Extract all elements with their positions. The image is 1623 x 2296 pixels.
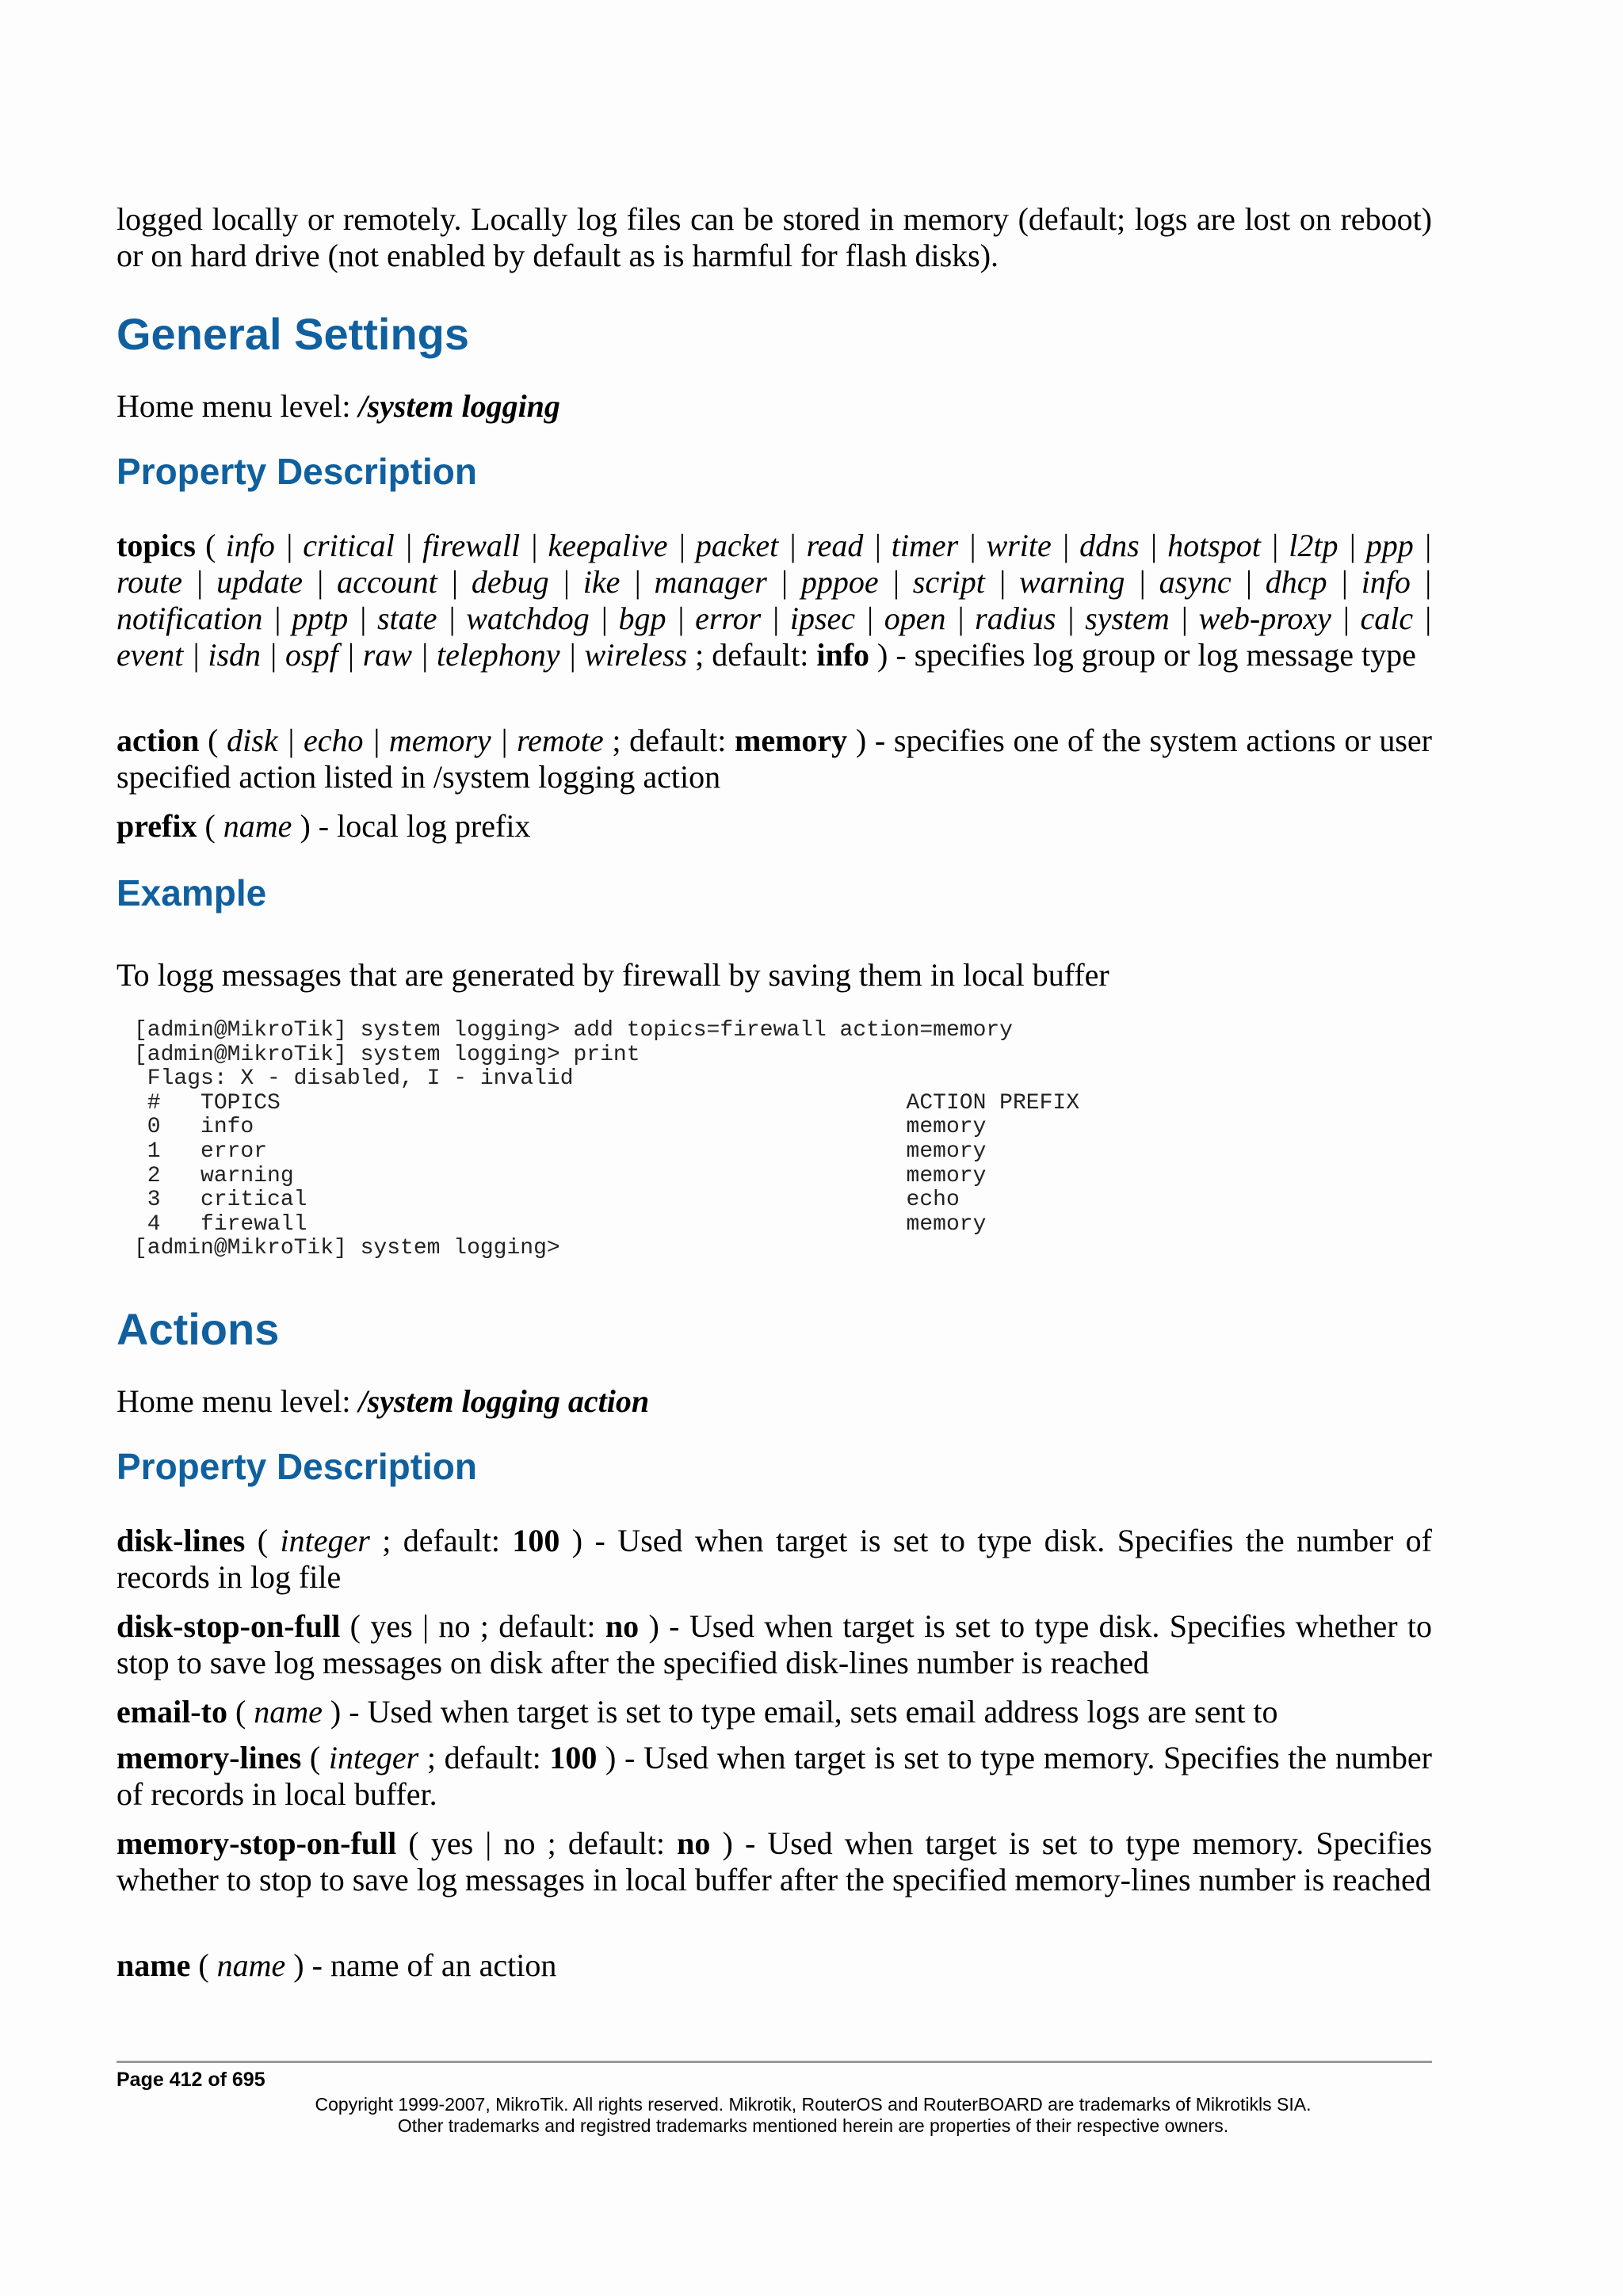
intro-paragraph: logged locally or remotely. Locally log files can be stored in memory (default; logs are lost on reboot) or on hard drive (not enabled by default as is harmful for flash disks).: [116, 201, 1432, 273]
property-default-label: ; default:: [535, 1825, 678, 1861]
subheading-example: Example: [116, 872, 267, 913]
property-description: ) - Used when target is set to type disk. Specifies the number of records in log file: [116, 1523, 1432, 1595]
property-open: (: [197, 808, 223, 844]
property-name: disk-stop-on-full: [116, 1608, 341, 1644]
property-prefix: [116, 808, 1432, 845]
property-open: (: [301, 1740, 329, 1775]
property-description: ) - local log prefix: [292, 808, 531, 844]
property-values: disk | echo | memory | remote: [227, 723, 604, 758]
property-name: memory-stop-on-full: [116, 1825, 397, 1861]
property-name: name: [116, 1947, 191, 1983]
property-disk-lines: [116, 1523, 1432, 1596]
property-name-of-action: [116, 1947, 1432, 1984]
property-description: ) - Used when target is set to type memory. Specifies the number of records in local buffer.: [116, 1740, 1433, 1812]
property-action: [116, 723, 1432, 795]
property-values: name: [254, 1694, 323, 1730]
property-default: info: [816, 637, 870, 673]
property-values: yes | no: [370, 1608, 471, 1644]
property-values: name: [223, 808, 292, 844]
section-heading-general-settings: General Settings: [116, 309, 470, 359]
property-values: integer: [328, 1740, 419, 1775]
property-description: ) - name of an action: [285, 1947, 557, 1983]
property-default-label: ; default:: [603, 723, 735, 758]
property-name: disk-lines: [116, 1523, 246, 1558]
property-values: integer: [280, 1523, 370, 1558]
property-values: name: [216, 1947, 286, 1983]
property-open: (: [396, 1825, 431, 1861]
property-default-label: ; default:: [470, 1608, 605, 1644]
property-default: 100: [549, 1740, 598, 1775]
property-name: prefix: [116, 808, 197, 844]
property-default: 100: [512, 1523, 560, 1558]
property-email-to: [116, 1694, 1432, 1730]
property-default: no: [677, 1825, 711, 1861]
property-disk-stop-on-full: [116, 1608, 1432, 1681]
page-number: Page 412 of 695: [116, 2069, 265, 2091]
property-default: no: [605, 1608, 640, 1644]
example-text: To logg messages that are generated by firewall by saving them in local buffer: [116, 957, 1109, 993]
property-name: topics: [116, 528, 196, 563]
property-name: memory-lines: [116, 1740, 302, 1775]
property-description: ) - specifies log group or log message type: [869, 637, 1416, 673]
property-default-label: ; default:: [369, 1523, 513, 1558]
property-description: ) - specifies one of the system actions or user specified action listed in /system logging action: [116, 723, 1432, 795]
property-memory-stop-on-full: [116, 1825, 1432, 1898]
property-open: (: [199, 723, 227, 758]
menu-level-path: /system logging: [358, 388, 560, 424]
copyright-line-2: Other trademarks and registred trademarks mentioned herein are properties of their respective owners.: [397, 2115, 1229, 2136]
property-values: info | critical | firewall | keepalive | packet | read | timer | write | ddns | hotspot | l2tp | ppp | route | update | account | debug | ike | manager | pppoe | script | warning | async | dhcp | info | notification | pptp | state | watchdog | bgp | error | ipsec | open | radius | system | web-proxy | calc | event | isdn | ospf | raw | telephony | wireless: [116, 528, 1432, 673]
property-memory-lines: [116, 1740, 1432, 1813]
property-topics: [116, 528, 1432, 673]
subheading-property-description-actions: Property Description: [116, 1446, 477, 1487]
property-open: (: [227, 1694, 254, 1730]
section-heading-actions: Actions: [116, 1304, 280, 1354]
property-values: yes | no: [430, 1825, 536, 1861]
property-description: ) - Used when target is set to type email, sets email address logs are sent to: [322, 1694, 1278, 1730]
property-name: email-to: [116, 1694, 227, 1730]
menu-level-label: Home menu level:: [116, 1383, 359, 1419]
property-open: (: [190, 1947, 217, 1983]
property-default: memory: [735, 723, 848, 758]
property-open: (: [196, 528, 226, 563]
property-description: ) - Used when target is set to type disk. Specifies whether to stop to save log messages on disk after the specified disk-lines number is reached: [116, 1608, 1433, 1680]
property-name: action: [116, 723, 200, 758]
property-default-label: ; default:: [687, 637, 817, 673]
footer-divider: [116, 2061, 1432, 2063]
property-description: ) - Used when target is set to type memory. Specifies whether to stop to save log messages in local buffer after the specified memory-lines number is reached: [116, 1825, 1433, 1897]
actions-menu-level: [116, 1383, 1432, 1420]
general-menu-level: [116, 388, 1432, 425]
property-open: (: [245, 1523, 281, 1558]
subheading-property-description: Property Description: [116, 451, 477, 492]
property-default-label: ; default:: [418, 1740, 550, 1775]
property-open: (: [340, 1608, 371, 1644]
copyright-line-1: Copyright 1999-2007, MikroTik. All rights reserved. Mikrotik, RouterOS and RouterBOARD are trademarks of Mikrotikls SIA.: [315, 2094, 1312, 2115]
menu-level-path: /system logging action: [358, 1383, 650, 1419]
code-example: [admin@MikroTik] system logging> add topics=firewall action=memory [admin@MikroTik] system logging> print Flags: X - disabled, I - invalid # TOPICS ACTION PREFIX 0 info memory 1 error memory 2 warning memory 3 critical echo 4 firewall memory [admin@MikroTik] system logging>: [134, 1018, 1079, 1261]
menu-level-label: Home menu level:: [116, 388, 359, 424]
